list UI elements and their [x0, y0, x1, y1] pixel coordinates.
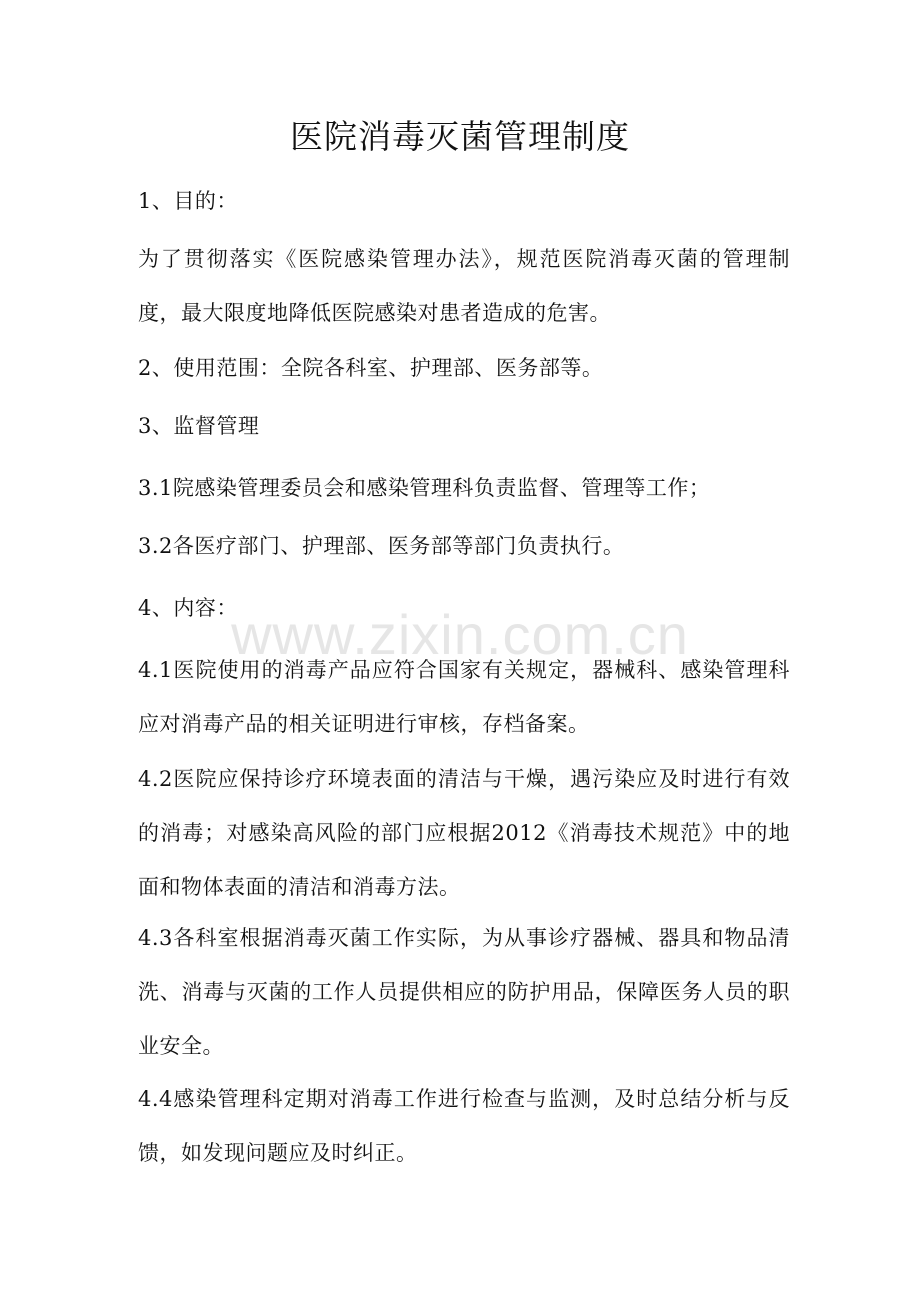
section-1-heading: 1、目的：	[138, 189, 238, 213]
item-4-1: 4.1医院使用的消毒产品应符合国家有关规定，器械科、感染管理科应对消毒产品的相关证明进行审核，存档备案。	[138, 658, 790, 736]
item-3-1: 3.1院感染管理委员会和感染管理科负责监督、管理等工作；	[138, 476, 711, 500]
document-title: 医院消毒灭菌管理制度	[290, 117, 630, 156]
item-4-4: 4.4感染管理科定期对消毒工作进行检查与监测，及时总结分析与反馈，如发现问题应及时纠正。	[138, 1087, 790, 1165]
section-3-heading: 3、监督管理	[138, 414, 260, 438]
item-4-2: 4.2医院应保持诊疗环境表面的清洁与干燥，遇污染应及时进行有效的消毒；对感染高风险的部门应根据2012《消毒技术规范》中的地面和物体表面的清洁和消毒方法。	[138, 767, 790, 899]
purpose-paragraph: 为了贯彻落实《医院感染管理办法》，规范医院消毒灭菌的管理制度，最大限度地降低医院感染对患者造成的危害。	[138, 247, 790, 325]
watermark-text: www.zixin.com.cn	[231, 603, 689, 666]
section-2-scope: 2、使用范围：全院各科室、护理部、医务部等。	[138, 356, 604, 380]
section-4-heading: 4、内容：	[138, 596, 238, 620]
item-4-3: 4.3各科室根据消毒灭菌工作实际，为从事诊疗器械、器具和物品清洗、消毒与灭菌的工作人员提供相应的防护用品，保障医务人员的职业安全。	[138, 926, 790, 1058]
item-3-2: 3.2各医疗部门、护理部、医务部等部门负责执行。	[138, 534, 625, 558]
